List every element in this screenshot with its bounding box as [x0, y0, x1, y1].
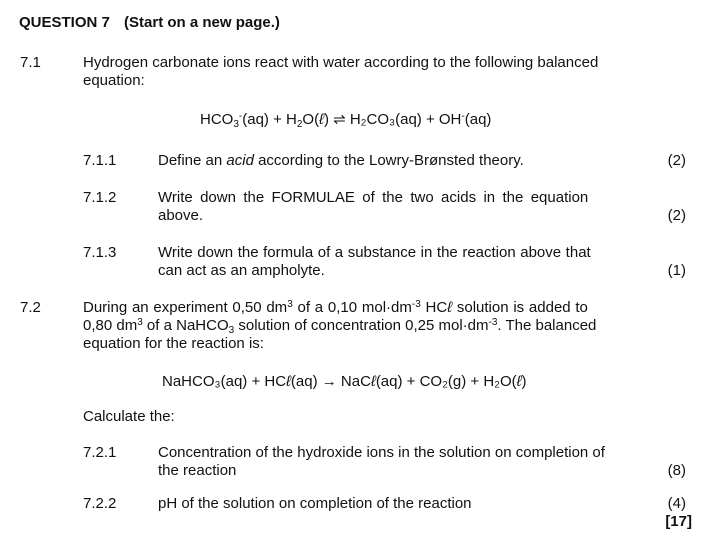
q7-2-2-line1: pH of the solution on completion of the reaction	[158, 495, 472, 512]
q7-1-2-marks: (2)	[667, 207, 686, 224]
question-total-marks: [17]	[665, 513, 692, 530]
question-title: QUESTION 7	[19, 14, 110, 31]
q7-1-3-line2: can act as an ampholyte.	[158, 262, 325, 279]
question-number-7-2: 7.2	[20, 299, 41, 316]
q7-2-calculate: Calculate the:	[83, 408, 175, 425]
q7-2-line3: equation for the reaction is:	[83, 335, 264, 352]
q7-1-2-line1: Write down the FORMULAE of the two acids in the equation	[158, 189, 589, 206]
q7-1-3-line1: Write down the formula of a substance in the reaction above that	[158, 244, 591, 261]
q7-2-1-number: 7.2.1	[83, 444, 117, 461]
q7-2-1-line2: the reaction	[158, 462, 237, 479]
q7-1-equation: $HCO_3^-(aq)$ + $H_2O(\ell)$ ⇌ H₂CO₃(aq) + OH-(aq)	[200, 111, 492, 130]
q7-2-line1: During an experiment 0,50 $dm^3$ of a 0,10 $mol\cdot dm^{-3}$ HCℓ solution is added to	[83, 299, 588, 316]
q7-1-3-number: 7.1.3	[83, 244, 117, 261]
q7-2-line2: 0,80 $dm^3$ of a NaHCO$_3$ solution of concentration 0,25 $mol\cdot dm^{-3}$. The balanced	[83, 317, 597, 336]
q7-2-2-number: 7.2.2	[83, 495, 117, 512]
q7-1-1-text: Define an acid according to the Lowry-Brønsted theory.	[158, 152, 524, 169]
q7-2-equation: NaHCO₃(aq) + HCℓ(aq) → NaCℓ(aq) + CO₂(g) + H₂O(ℓ)	[162, 373, 527, 390]
q7-1-2-number: 7.1.2	[83, 189, 117, 206]
q7-1-2-line2: above.	[158, 207, 204, 224]
question-instruction: (Start on a new page.)	[124, 14, 280, 31]
q7-1-1-marks: (2)	[667, 152, 686, 169]
q7-2-1-line1: Concentration of the hydroxide ions in the solution on completion of	[158, 444, 605, 461]
q7-1-3-marks: (1)	[667, 262, 686, 279]
q7-2-1-marks: (8)	[667, 462, 686, 479]
q7-2-2-marks: (4)	[667, 495, 686, 512]
q7-1-1-number: 7.1.1	[83, 152, 117, 169]
q7-1-intro-line2: equation:	[83, 72, 145, 89]
question-heading	[19, 14, 280, 31]
q7-1-intro-line1: Hydrogen carbonate ions react with water according to the following balanced	[83, 54, 599, 71]
question-number-7-1: 7.1	[20, 54, 41, 71]
